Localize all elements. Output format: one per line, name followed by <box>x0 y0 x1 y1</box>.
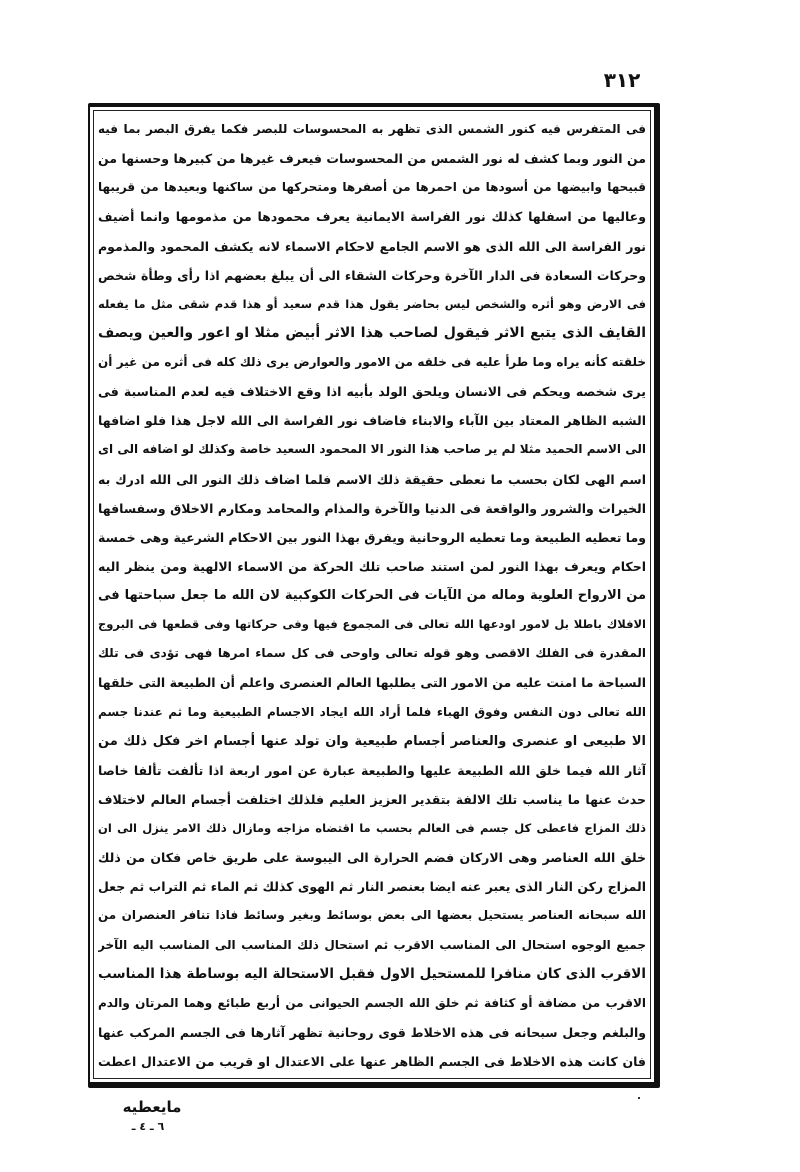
text-line: خلقته كأنه يراه وما طرأ عليه فى خلقه من الامور والعوارض يرى ذلك كله فى أثره من غير أن <box>98 355 646 369</box>
signature-mark: ٦ ـ ٤ ـ <box>131 1120 165 1133</box>
text-line: قبيحها وابيضها من أسودها من احمرها من أصفرها ومتحركها من ساكنها وبعيدها من قريبها <box>98 180 646 195</box>
text-line: الى الاسم الحميد مثلا لم ير صاحب هذا النور الا المحمود السعيد خاصة وكذلك لو اضافه الى اى <box>98 442 646 457</box>
text-line: السباحة ما امنت عليه من الامور التى يطلبها العالم العنصرى واعلم أن الطبيعة التى خلقها <box>98 675 646 691</box>
text-line: وحركات السعادة فى الدار الآخرة وحركات الشقاء الى أن يبلغ بعضهم اذا رأى وطأة شخص <box>98 267 646 283</box>
text-line: فى المتفرس فيه كنور الشمس الذى تظهر به المحسوسات للبصر فكما يفرق البصر بما فيه <box>98 122 646 136</box>
text-line: القايف الذى يتبع الاثر فيقول لصاحب هذا الاثر أبيض مثلا او اعور والعين ويصف <box>98 324 646 341</box>
text-line: حدث عنها ما يناسب تلك الالفة بتقدير العزيز العليم فلذلك اختلفت أجسام العالم لاختلاف <box>98 791 646 807</box>
text-line: الله تعالى دون النفس وفوق الهباء فلما أراد الله ايجاد الاجسام الطبيعية وما ثم عندنا جسم <box>98 704 646 719</box>
text-line: خلق الله العناصر وهى الاركان فضم الحرارة الى اليبوسة على طريق خاص فكان من ذلك <box>98 850 646 866</box>
scan-speck <box>638 1097 640 1099</box>
text-line: آثار الله فيما خلق الله الطبيعة عليها والطبيعة عبارة عن امور اربعة اذا تألفت تألفا خاصا <box>98 762 646 778</box>
text-line: جميع الوجوه استحال الى المناسب الاقرب ثم استحال ذلك المناسب الى المناسب اليه الآخر <box>98 937 646 952</box>
text-line: الخيرات والشرور والواقعة فى الدنيا والآخرة والمذام والمحامد ومكارم الاخلاق وسفسافها <box>98 500 646 516</box>
text-line: من الارواح العلوية وماله من الآيات فى الحركات الكوكبية لان الله ما جعل سباحتها فى <box>98 588 646 603</box>
text-line: المقدرة فى الفلك الاقصى وهو قوله تعالى واوحى فى كل سماء امرها فهى تؤدى فى تلك <box>98 646 646 661</box>
text-line: الله سبحانه العناصر يستحيل بعضها الى بعض بوسائط وبغير وسائط فاذا تنافر العنصران من <box>98 908 646 923</box>
text-line: الشبه الظاهر المعتاد بين الآباء والابناء فاضاف نور الفراسة الى الله لاجل هذا فلو اضافها <box>98 413 646 429</box>
text-line: يرى شخصه ويحكم فى الانسان ويلحق الولد بأبيه اذا وقع الاختلاف فيه لعدم المناسبة فى <box>98 384 646 400</box>
text-line: ذلك المزاج فاعطى كل جسم فى العالم بحسب ما اقتضاه مزاجه ومازال ذلك الامر ينزل الى ان <box>98 821 646 835</box>
text-line: المزاج ركن النار الذى يعبر عنه ايضا بعنصر النار ثم الهوى كذلك ثم الماء ثم التراب ثم جعل <box>98 879 646 895</box>
catchword: مايعطيه <box>122 1098 182 1116</box>
text-line: الا طبيعى او عنصرى والعناصر أجسام طبيعية وان تولد عنها أجسام اخر فكل ذلك من <box>98 733 646 749</box>
text-line: الاقرب الذى كان منافرا للمستحيل الاول فقبل الاستحالة اليه بوساطة هذا المناسب <box>98 965 646 982</box>
text-line: وعاليها من اسفلها كذلك نور الفراسة الايمانية يعرف محمودها من مذمومها وانما أضيف <box>98 209 646 225</box>
text-line: اسم الهى لكان بحسب ما نعطى حقيقة ذلك الاسم فلما اضاف ذلك النور الى الله ادرك به <box>98 471 646 487</box>
text-frame-border <box>88 103 660 1088</box>
text-line: من النور وبما كشف له نور الشمس من المحسوسات فيعرف غيرها من كبيرها وحسنها من <box>98 151 646 167</box>
text-line: الاقرب من مضافة أو كثافة ثم خلق الله الجسم الحيوانى من أربع طبائع وهما المرتان والدم <box>98 995 646 1010</box>
text-line: فى الارض وهو أثره والشخص ليس بحاضر يقول هذا قدم سعيد أو هذا قدم شقى مثل ما يفعله <box>98 296 646 311</box>
text-line: والبلغم وجعل سبحانه فى هذه الاخلاط قوى روحانية تظهر آثارها فى الجسم المركب عنها <box>98 1024 646 1040</box>
text-line: احكام ويعرف بهذا النور لمن استند صاحب تلك الحركة من الاسماء الالهية ومن ينظر اليه <box>98 558 646 574</box>
text-line: نور الفراسة الى الله الذى هو الاسم الجامع لاحكام الاسماء لانه يكشف المحمود والمذموم <box>98 238 646 254</box>
main-text-block <box>98 115 646 1076</box>
page-number: ٣١٢ <box>603 68 641 92</box>
text-line: فان كانت هذه الاخلاط فى الجسم الظاهر عنها على الاعتدال او قريب من الاعتدال اعطت <box>98 1054 646 1069</box>
text-line: الافلاك باطلا بل لامور اودعها الله تعالى فى المجموع فيها وفى حركاتها وفى قطعها فى البروج <box>98 617 646 632</box>
text-line: وما تعطيه الطبيعة وما تعطيه الروحانية ويفرق بهذا النور بين الاحكام الشرعية وهى خمسة <box>98 529 646 545</box>
